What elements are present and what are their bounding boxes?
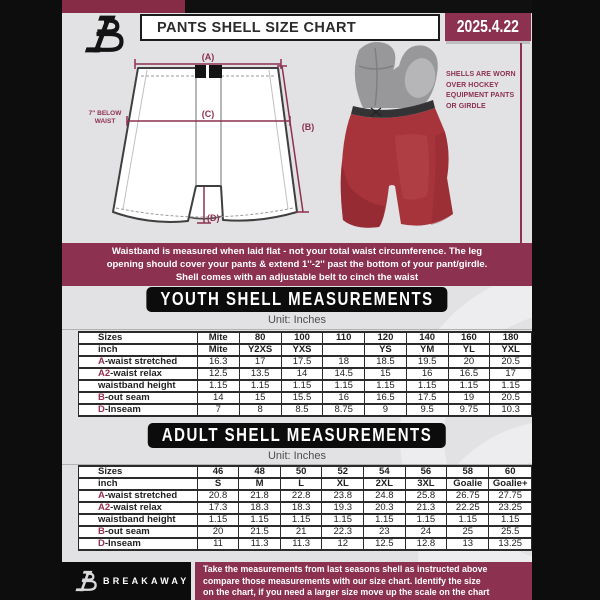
table-cell: 160 — [448, 332, 490, 344]
table-cell: 1.15 — [448, 380, 490, 392]
table-cell: 17.5 — [406, 392, 448, 404]
row-label: Sizes — [79, 332, 198, 344]
table-cell: 17 — [239, 356, 281, 368]
table-cell: 15.5 — [281, 392, 323, 404]
table-cell: 48 — [239, 466, 281, 478]
row-label: A-waist stretched — [79, 356, 198, 368]
table-cell: 24 — [405, 526, 447, 538]
table-cell: 21.8 — [239, 490, 281, 502]
table-cell: 3XL — [405, 478, 447, 490]
table-cell: XL — [322, 478, 364, 490]
table-cell: 52 — [322, 466, 364, 478]
row-label: waistband height — [79, 514, 198, 526]
table-cell: 23.25 — [489, 502, 532, 514]
table-cell: 18.3 — [280, 502, 322, 514]
table-cell: 25 — [447, 526, 489, 538]
table-cell: Y2XS — [239, 344, 281, 356]
table-cell: 17.5 — [281, 356, 323, 368]
youth-measurements-table — [78, 331, 532, 417]
table-cell: 20 — [448, 356, 490, 368]
table-cell: 18.5 — [365, 356, 407, 368]
table-cell: 23.8 — [322, 490, 364, 502]
breakaway-b-logo-footer-icon — [75, 569, 97, 593]
table-cell: M — [239, 478, 281, 490]
label-c: (C) — [201, 109, 215, 119]
waist-note: 7'' BELOW WAIST — [88, 110, 122, 125]
row-label: D-Inseam — [79, 404, 198, 416]
table-cell: 12.5 — [197, 368, 239, 380]
table-cell: 50 — [280, 466, 322, 478]
table-cell: 25.5 — [489, 526, 532, 538]
row-label: D-Inseam — [79, 538, 198, 550]
table-cell: 19 — [448, 392, 490, 404]
table-cell: 25.8 — [405, 490, 447, 502]
table-cell: 1.15 — [323, 380, 365, 392]
table-cell: 22.3 — [322, 526, 364, 538]
table-cell: 1.15 — [489, 514, 532, 526]
table-cell: 13.25 — [489, 538, 532, 550]
table-cell: 46 — [197, 466, 239, 478]
table-cell: 1.15 — [239, 514, 281, 526]
table-cell: 1.15 — [365, 380, 407, 392]
shell-photo-graphic — [335, 36, 475, 236]
table-cell: YXL — [490, 344, 532, 356]
table-row — [79, 478, 532, 490]
table-cell: 11.3 — [280, 538, 322, 550]
table-cell: 9 — [365, 404, 407, 416]
table-cell: 2XL — [364, 478, 406, 490]
content-area — [62, 0, 532, 600]
table-cell: 22.25 — [447, 502, 489, 514]
label-b: (B) — [301, 122, 315, 132]
row-label: A2-waist relax — [79, 368, 198, 380]
table-cell: 58 — [447, 466, 489, 478]
table-row — [79, 502, 532, 514]
table-cell: 27.75 — [489, 490, 532, 502]
table-row — [79, 392, 532, 404]
table-cell: 17 — [490, 368, 532, 380]
row-label: inch — [79, 478, 198, 490]
row-label: A-waist stretched — [79, 490, 198, 502]
row-label: B-out seam — [79, 526, 198, 538]
table-cell: 22.8 — [280, 490, 322, 502]
table-cell: 60 — [489, 466, 532, 478]
footer-instructions: Take the measurements from last seasons shell as instructed above compare those measurements with our size chart. Identify the size on the chart, if you need a larger size move up the scale on the chart — [195, 562, 532, 600]
table-cell: 10.3 — [490, 404, 532, 416]
table-cell: 120 — [365, 332, 407, 344]
table-cell: 1.15 — [322, 514, 364, 526]
table-cell: 100 — [281, 332, 323, 344]
row-label: inch — [79, 344, 198, 356]
table-cell: 12.8 — [405, 538, 447, 550]
label-d: (D) — [207, 213, 220, 223]
table-cell: 1.15 — [197, 380, 239, 392]
table-cell: Goalie — [447, 478, 489, 490]
pants-measurement-diagram — [95, 42, 335, 242]
table-cell: 13 — [447, 538, 489, 550]
youth-table-wrap — [78, 331, 532, 417]
table-cell: 80 — [239, 332, 281, 344]
table-cell: 16 — [406, 368, 448, 380]
table-cell: 14 — [281, 368, 323, 380]
row-label: waistband height — [79, 380, 198, 392]
table-cell: 8.5 — [281, 404, 323, 416]
table-cell: 21 — [280, 526, 322, 538]
table-cell: S — [197, 478, 239, 490]
table-cell: 23 — [364, 526, 406, 538]
table-cell: 20 — [197, 526, 239, 538]
table-cell: 21.3 — [405, 502, 447, 514]
table-cell: 15 — [239, 392, 281, 404]
table-cell: 1.15 — [280, 514, 322, 526]
table-cell: Mite — [197, 332, 239, 344]
table-cell: 1.15 — [447, 514, 489, 526]
table-cell: 20.3 — [364, 502, 406, 514]
table-row — [79, 344, 532, 356]
shell-caption: SHELLS ARE WORN OVER HOCKEY EQUIPMENT PANTS OR GIRDLE — [446, 71, 516, 110]
page-title: PANTS SHELL SIZE CHART — [157, 19, 357, 36]
table-cell: 26.75 — [447, 490, 489, 502]
youth-section-badge: YOUTH SHELL MEASUREMENTS — [146, 287, 447, 312]
table-cell: 16.5 — [365, 392, 407, 404]
table-cell: 21.5 — [239, 526, 281, 538]
table-cell — [323, 344, 365, 356]
table-cell: 11.3 — [239, 538, 281, 550]
table-row — [79, 514, 532, 526]
table-cell: 1.15 — [239, 380, 281, 392]
table-cell: 1.15 — [490, 380, 532, 392]
table-cell: 12 — [322, 538, 364, 550]
brand-name: BREAKAWAY — [103, 576, 190, 586]
table-cell: 18.3 — [239, 502, 281, 514]
youth-unit-label: Unit: Inches — [62, 314, 532, 330]
top-strip-maroon — [62, 0, 185, 13]
table-cell: 16.5 — [448, 368, 490, 380]
table-cell: L — [280, 478, 322, 490]
table-row — [79, 526, 532, 538]
table-cell: 12.5 — [364, 538, 406, 550]
table-cell: 140 — [406, 332, 448, 344]
table-cell: YM — [406, 344, 448, 356]
table-cell: Mite — [197, 344, 239, 356]
table-row — [79, 490, 532, 502]
table-row — [79, 332, 532, 344]
table-cell: 14 — [197, 392, 239, 404]
table-cell: 180 — [490, 332, 532, 344]
table-cell: 7 — [197, 404, 239, 416]
table-cell: 20.8 — [197, 490, 239, 502]
table-row — [79, 538, 532, 550]
table-cell: 1.15 — [406, 380, 448, 392]
table-cell: 9.5 — [406, 404, 448, 416]
table-cell: 1.15 — [405, 514, 447, 526]
table-row — [79, 466, 532, 478]
adult-section-badge: ADULT SHELL MEASUREMENTS — [148, 423, 446, 448]
table-cell: 9.75 — [448, 404, 490, 416]
info-banner: Waistband is measured when laid flat - not your total waist circumference. The leg opening should cover your pants & extend 1''-2'' past the bottom of your pant/girdle. Shell comes with an adjustable belt to cinch the waist — [62, 243, 532, 286]
row-label: Sizes — [79, 466, 198, 478]
table-cell: 1.15 — [281, 380, 323, 392]
table-cell: 17.3 — [197, 502, 239, 514]
table-row — [79, 368, 532, 380]
table-cell: 20.5 — [490, 356, 532, 368]
table-row — [79, 356, 532, 368]
table-cell: 16.3 — [197, 356, 239, 368]
table-cell: YL — [448, 344, 490, 356]
table-cell: 110 — [323, 332, 365, 344]
table-cell: 56 — [405, 466, 447, 478]
table-cell: YS — [365, 344, 407, 356]
table-row — [79, 404, 532, 416]
table-cell: 14.5 — [323, 368, 365, 380]
table-cell: 11 — [197, 538, 239, 550]
adult-table-wrap — [78, 465, 532, 551]
top-strip-black — [185, 0, 532, 13]
table-cell: 24.8 — [364, 490, 406, 502]
table-cell: 8.75 — [323, 404, 365, 416]
date-text: 2025.4.22 — [456, 16, 520, 37]
row-label: B-out seam — [79, 392, 198, 404]
table-cell: YXS — [281, 344, 323, 356]
adult-unit-label: Unit: Inches — [62, 450, 532, 465]
table-cell: 54 — [364, 466, 406, 478]
table-row — [79, 380, 532, 392]
table-cell: 18 — [323, 356, 365, 368]
table-cell: Goalie+ — [489, 478, 532, 490]
table-cell: 1.15 — [197, 514, 239, 526]
table-cell: 19.3 — [322, 502, 364, 514]
table-cell: 20.5 — [490, 392, 532, 404]
table-cell: 1.15 — [364, 514, 406, 526]
row-label: A2-waist relax — [79, 502, 198, 514]
table-cell: 8 — [239, 404, 281, 416]
label-a: (A) — [201, 52, 215, 62]
table-cell: 15 — [365, 368, 407, 380]
footer-brand-box — [62, 562, 191, 600]
table-cell: 19.5 — [406, 356, 448, 368]
table-cell: 16 — [323, 392, 365, 404]
adult-measurements-table — [78, 465, 532, 551]
table-cell: 13.5 — [239, 368, 281, 380]
